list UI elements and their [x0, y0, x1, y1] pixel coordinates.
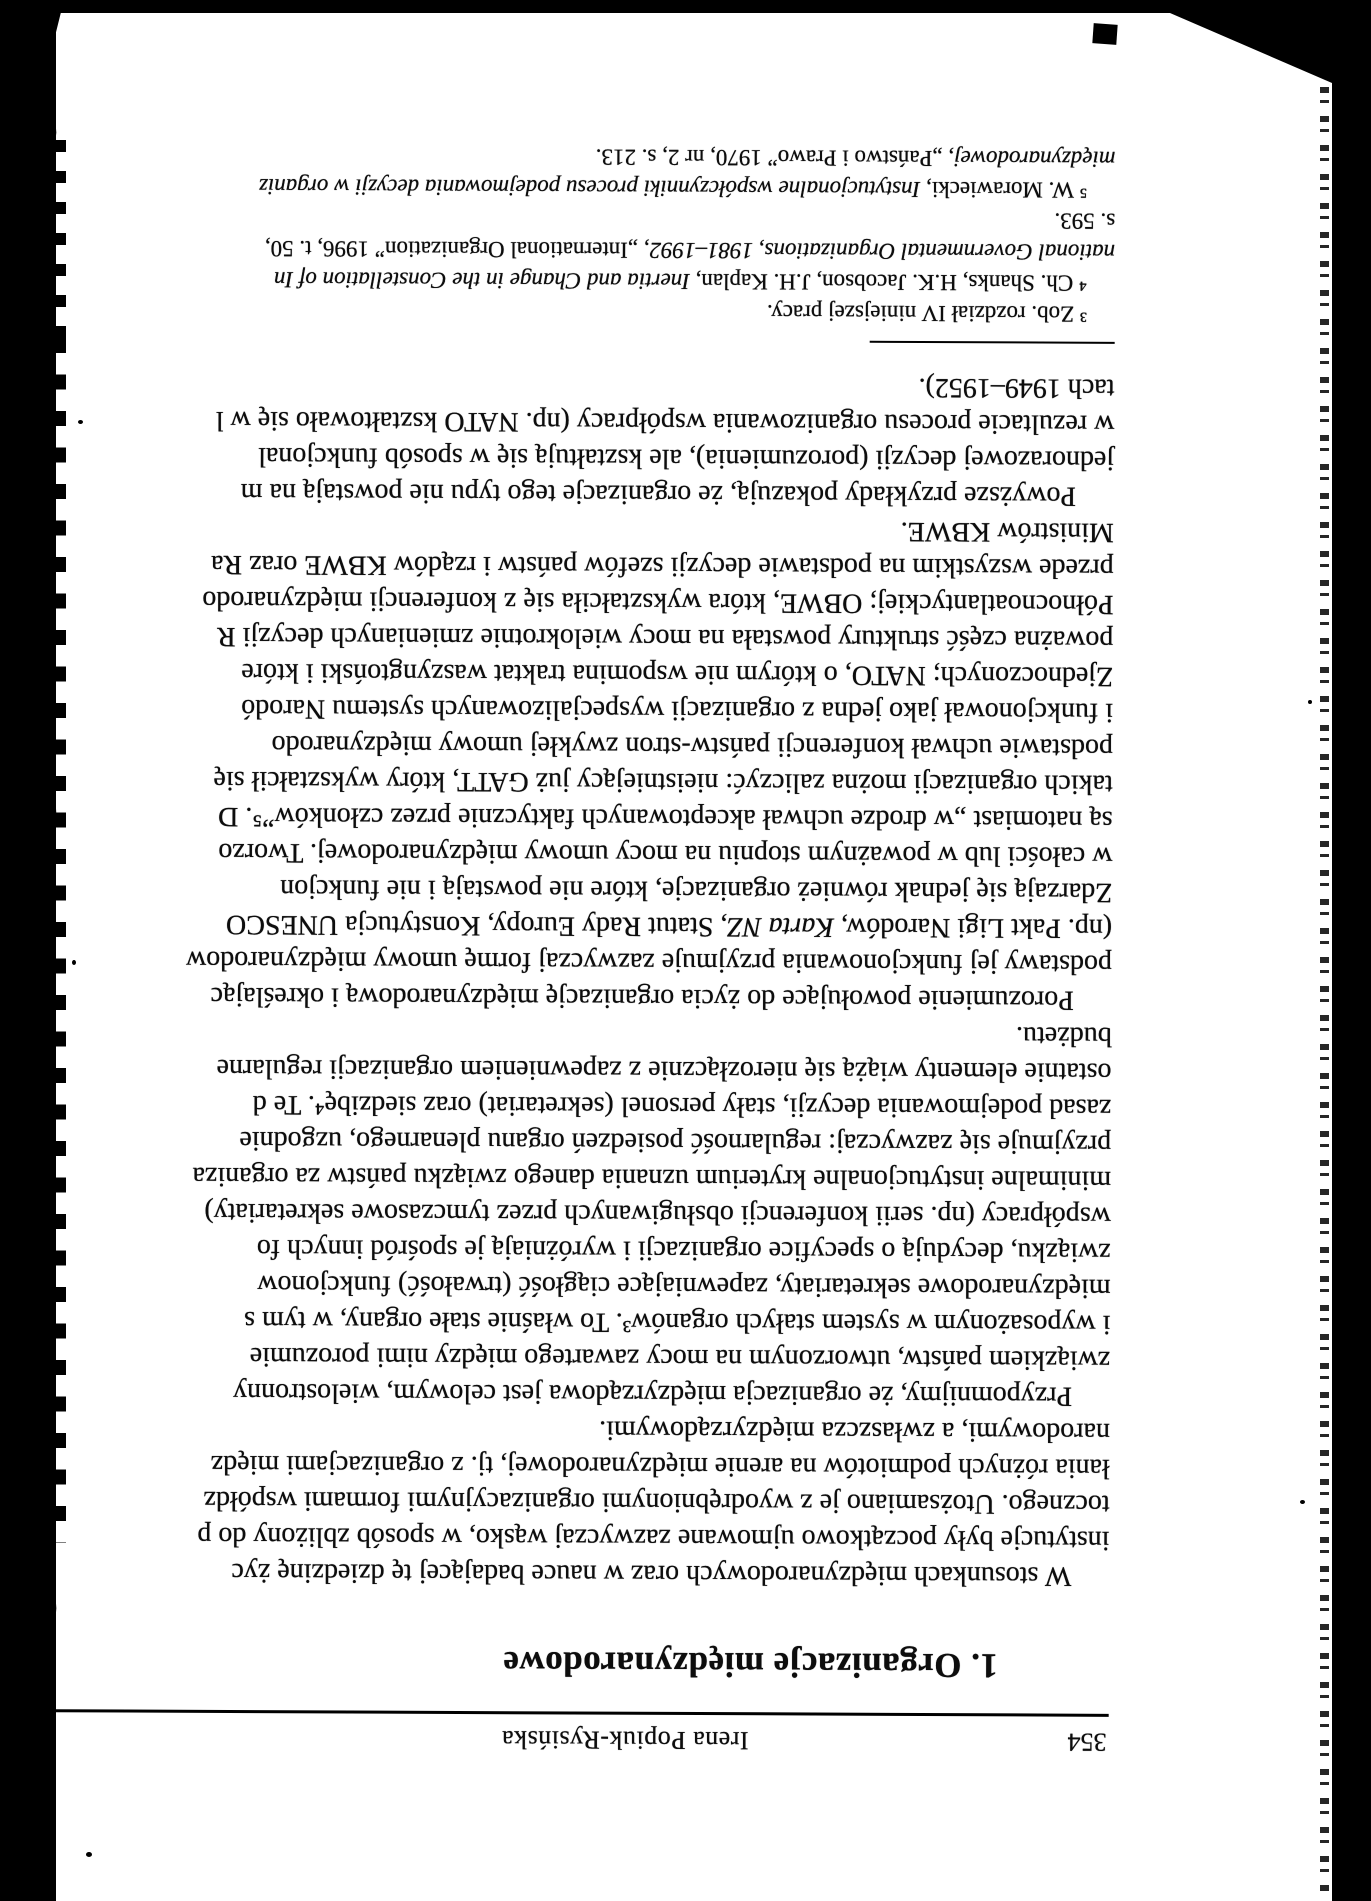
text: ⁴ Ch. Shanks, H.K. Jacobson, J.H. Kaplan, [689, 268, 1087, 296]
book-page [56, 13, 1332, 1901]
body-line: Zdarzają się jednak również organizacje, które nie powstają i nie funkcjon [280, 873, 1113, 908]
body-line: i funkcjonował jako jedna z organizacji wyspecjalizowanych systemu Narodó [241, 693, 1114, 728]
body-line: w rezultacie procesu organizowania współpracy (np. NATO kształtowało się w l [215, 404, 1115, 440]
body-line: w całości lub w poważnym stopniu na mocy umowy międzynarodowej. Tworzo [218, 836, 1113, 872]
body-line: międzynarodowe sekretariaty, zapewniające ciągłość (trwałość) funkcjonow [257, 1269, 1111, 1304]
paragraph [56, 1409, 1110, 1594]
footnotes [59, 139, 1116, 330]
text: ³ Zob. rozdział IV niniejszej pracy. [766, 300, 1087, 327]
body-line: tocznego. Utożsamiano je z wyodrębnionymi organizacyjnymi formami współdz [203, 1484, 1110, 1520]
page-number: 354 [1067, 1727, 1107, 1757]
text: , Statut Rady Europy, Konstytucja UNESCO [225, 908, 728, 943]
running-head [56, 1722, 1109, 1757]
body-line: podstawie uchwał konferencji państw-stron zwykłej umowy międzynarodo [271, 729, 1113, 764]
body-line: związkiem państw, utworzonym na mocy zawartego między nimi porozumie [249, 1341, 1111, 1376]
author-name: Irena Popiuk-Rysińska [501, 1725, 749, 1756]
clipped-footnote-edge-marks [48, 140, 66, 345]
text: (np. Pakt Ligi Narodów, [833, 911, 1113, 944]
body-line: instytucje były początkowo ujmowane zazwyczaj wąsko, w sposób zbliżony do p [197, 1520, 1110, 1556]
clipped-text-edge-marks [48, 338, 66, 1543]
body-text [56, 365, 1115, 1594]
body-line: Północnoatlantyckiej; OBWE, która wykształciła się z konferencji międzynarodo [202, 584, 1114, 620]
page-content-rotated-180 [56, 13, 1332, 1901]
italic-text: Karta NZ [727, 911, 835, 943]
italic-text: międzynarodowej [954, 146, 1116, 172]
body-line: narodowymi, a zwłaszcza międzyrządowymi. [599, 1414, 1110, 1448]
body-line: tach 1949–1952). [918, 371, 1115, 404]
body-line: Zjednoczonych; NATO, o którym nie wspomina traktat waszyngtoński i które [241, 657, 1114, 692]
scan-speck [78, 420, 83, 424]
scan-speck [86, 1852, 92, 1857]
scan-speck [72, 960, 76, 965]
footnote-line [59, 201, 1115, 237]
scan-speck [1300, 1500, 1305, 1504]
body-line: Ministrów KBWE. [900, 515, 1114, 548]
paragraph [56, 1013, 1112, 1414]
body-line: W stosunkach międzynarodowych oraz w nauce badającej tę dziedzinę życ [231, 1556, 1072, 1592]
body-line: współpracy (np. serii konferencji obsługiwanych przez tymczasowe sekretariaty) [204, 1196, 1111, 1232]
text: s. 593. [1054, 208, 1116, 234]
body-line: ostatnie elementy wiążą się nierozłącznie z zapewnieniem organizacji regularne [216, 1052, 1112, 1088]
text: , „International Organization” 1996, t. 50, [264, 236, 650, 263]
text: ⁵ W. Morawiecki, [920, 176, 1088, 203]
scan-speck [1308, 700, 1312, 704]
body-line: są natomiast „w drodze uchwał akceptowanych faktycznie przez członków”⁵. D [218, 800, 1113, 836]
footnote-line [59, 170, 1115, 206]
paragraph [58, 365, 1115, 514]
body-line: takich organizacji można zaliczyć: nieistniejący już GATT, który wykształcił się [213, 764, 1113, 800]
footnote-line [59, 232, 1115, 268]
ink-blob [1092, 23, 1117, 45]
body-line: budżetu. [1015, 1020, 1112, 1052]
body-line: zasad podejmowania decyzji, stały personel (sekretariat) oraz siedzibę⁴. Te d [252, 1089, 1112, 1124]
footnote-line [59, 294, 1115, 330]
body-line: jednorazowej decyzji (porozumienia), ale kształtują się w sposób funkcjonal [258, 441, 1115, 476]
italic-text: Instytucjonalne współczynniki procesu podejmowania decyzji w organiz [258, 174, 921, 202]
body-line: Przypomnijmy, że organizacja międzyrządowa jest celowym, wielostronny [233, 1376, 1073, 1412]
header-rule [56, 1709, 1109, 1717]
body-line: Powyższe przykłady pokazują, że organizacje tego typu nie powstają na m [240, 477, 1077, 512]
footnote-line [59, 139, 1115, 175]
body-line: łania różnych podmiotów na arenie międzynarodowej, tj. z organizacjami międz [210, 1448, 1110, 1484]
right-scan-noise [1320, 0, 1329, 1892]
section-title: 1. Organizacje międzynarodowe [502, 1644, 998, 1686]
body-line: przyjmuje się zazwyczaj: regularność posiedzeń organu plenarnego, uzgodnie [239, 1125, 1112, 1160]
body-line: minimalne instytucjonalne kryterium uznania danego związku państw za organiza [192, 1160, 1112, 1196]
body-line: przede wszystkim na podstawie decyzji szefów państw i rządów KBWE oraz Ra [210, 548, 1114, 584]
body-line: Porozumienie powołujące do życia organizację międzynarodową i określając [210, 980, 1074, 1016]
body-line: poważna część struktury powstała na mocy wielokrotnie zmienianych decyzji R [216, 620, 1114, 656]
paragraph [56, 509, 1114, 1018]
italic-text: Inertia and Change in the Constellation of In [273, 267, 690, 294]
footnote-separator [870, 341, 1115, 344]
body-line: podstawy jej funkcjonowania przyjmuje zazwyczaj formę umowy międzynarodow [185, 944, 1113, 980]
body-line: związku, decydują o specyfice organizacji i wyróżniają je spośród innych fo [256, 1233, 1111, 1268]
footnote-line [59, 263, 1115, 299]
body-line [56, 905, 1112, 946]
text: , „Państwo i Prawo” 1970, nr 2, s. 213. [595, 144, 955, 172]
body-line: i wyposażonym w system stałych organów³. To właśnie stałe organy, w tym s [244, 1305, 1111, 1340]
italic-text: national Governmental Organizations, 1981–1992 [649, 237, 1116, 265]
